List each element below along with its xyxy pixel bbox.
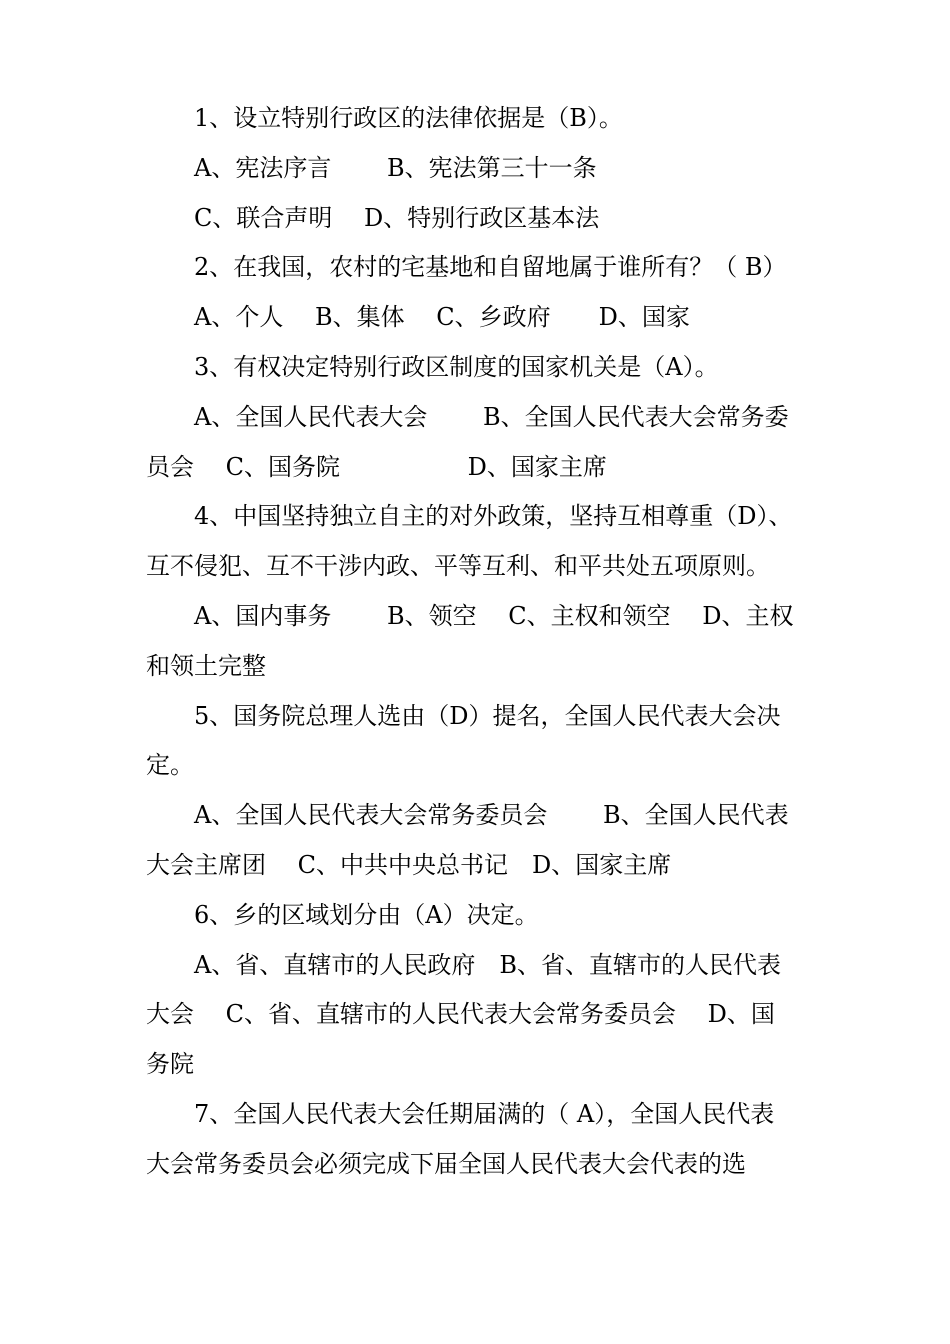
question-3-options-cont: 员会 C、国务院 D、国家主席 (146, 452, 607, 481)
question-5-cont: 定。 (146, 751, 194, 780)
question-6-options-cont-2: 务院 (146, 1050, 194, 1079)
question-1: 1、设立特别行政区的法律依据是（B）。 (194, 104, 623, 132)
question-1-options-ab: A、宪法序言 B、宪法第三十一条 (194, 153, 597, 182)
question-2: 2、在我国，农村的宅基地和自留地属于谁所有？（ B） (194, 253, 787, 282)
question-3-options: A、全国人民代表大会 B、全国人民代表大会常务委 (194, 402, 789, 431)
question-7-cont: 大会常务委员会必须完成下届全国人民代表大会代表的选 (146, 1149, 746, 1178)
question-5-options-cont: 大会主席团 C、中共中央总书记 D、国家主席 (146, 850, 672, 879)
question-7: 7、全国人民代表大会任期届满的（ A），全国人民代表 (194, 1099, 775, 1128)
question-6-options: A、省、直辖市的人民政府 B、省、直辖市的人民代表 (194, 950, 781, 979)
question-4-cont: 互不侵犯、互不干涉内政、平等互利、和平共处五项原则。 (146, 552, 770, 581)
question-3: 3、有权决定特别行政区制度的国家机关是（A）。 (194, 352, 719, 381)
question-5: 5、国务院总理人选由（D）提名，全国人民代表大会决 (194, 701, 781, 730)
question-4-options: A、国内事务 B、领空 C、主权和领空 D、主权 (194, 601, 794, 630)
question-5-options: A、全国人民代表大会常务委员会 B、全国人民代表 (194, 801, 789, 830)
document-body (146, 94, 816, 1190)
question-6-options-cont: 大会 C、省、直辖市的人民代表大会常务委员会 D、国 (146, 1000, 775, 1029)
question-4-options-cont: 和领土完整 (146, 651, 266, 680)
question-2-options: A、个人 B、集体 C、乡政府 D、国家 (194, 303, 690, 332)
question-1-options-cd: C、联合声明 D、特别行政区基本法 (194, 203, 600, 232)
question-4: 4、中国坚持独立自主的对外政策，坚持互相尊重（D）、 (194, 502, 793, 531)
question-6: 6、乡的区域划分由（A）决定。 (194, 900, 539, 929)
